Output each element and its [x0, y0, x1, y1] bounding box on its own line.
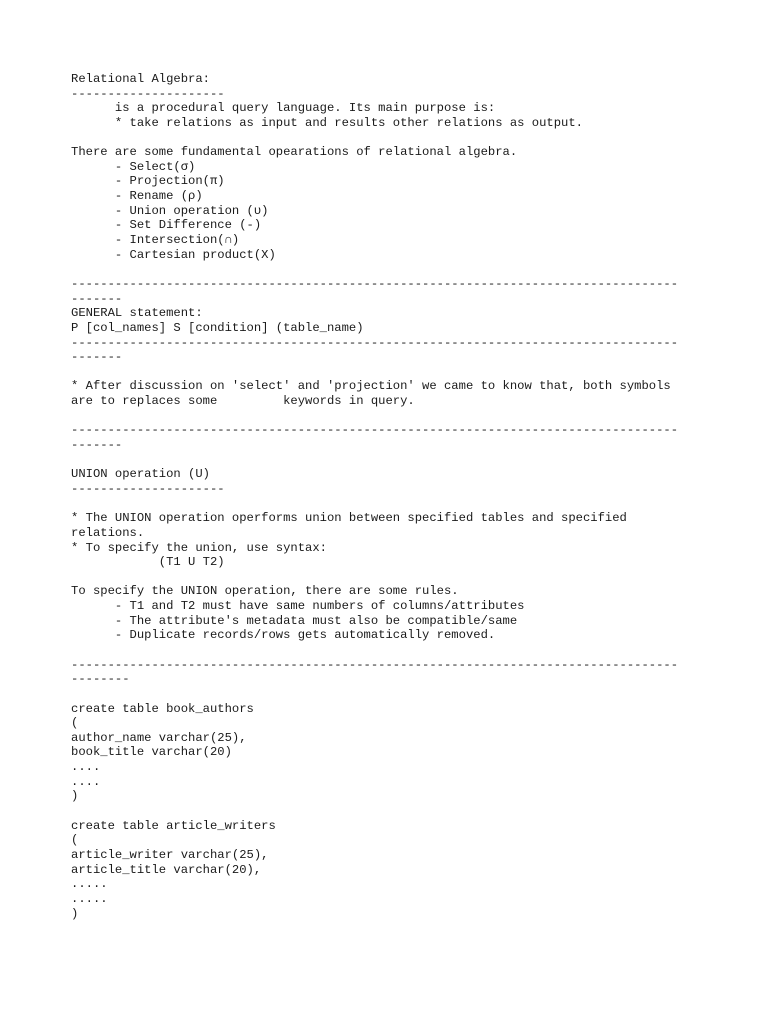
- text-line: * To specify the union, use syntax:: [71, 540, 327, 555]
- text-line: is a procedural query language. Its main purpose is:: [71, 101, 496, 116]
- text-line: ---------------------: [71, 86, 225, 101]
- text-line: [71, 497, 711, 512]
- text-line: - Select(σ): [71, 159, 196, 174]
- text-line: article_writer varchar(25),: [71, 847, 269, 862]
- text-line: .....: [71, 891, 108, 906]
- text-line: UNION operation (U): [71, 467, 210, 482]
- text-line: (: [71, 833, 79, 848]
- text-line: author_name varchar(25),: [71, 730, 247, 745]
- text-line: [71, 131, 711, 146]
- text-line: [71, 365, 711, 380]
- text-line: ....: [71, 774, 101, 789]
- text-line: * take relations as input and results other relations as output.: [71, 115, 583, 130]
- text-line: - Intersection(∩): [71, 233, 240, 248]
- text-line: create table book_authors: [71, 701, 254, 716]
- text-line: [71, 453, 711, 468]
- text-line: -------: [71, 350, 123, 365]
- document-text: [71, 72, 711, 921]
- text-line: [71, 687, 711, 702]
- text-line: Relational Algebra:: [71, 72, 210, 86]
- text-line: -----------------------------------------------------------------------------------: [71, 423, 679, 438]
- text-line: - Cartesian product(X): [71, 247, 276, 262]
- text-line: .....: [71, 877, 108, 892]
- text-line: - The attribute's metadata must also be compatible/same: [71, 613, 518, 628]
- text-line: -------: [71, 438, 123, 453]
- text-line: - Union operation (υ): [71, 203, 269, 218]
- text-line: - T1 and T2 must have same numbers of columns/attributes: [71, 599, 525, 614]
- text-line: - Rename (ρ): [71, 189, 203, 204]
- text-line: book_title varchar(20): [71, 745, 232, 760]
- text-line: There are some fundamental opearations of relational algebra.: [71, 145, 518, 160]
- text-line: -----------------------------------------------------------------------------------: [71, 657, 679, 672]
- text-line: ): [71, 906, 79, 921]
- text-line: - Set Difference (-): [71, 218, 262, 233]
- text-line: [71, 643, 711, 658]
- text-line: (: [71, 716, 79, 731]
- text-line: * The UNION operation operforms union between specified tables and specified: [71, 511, 627, 526]
- text-line: ....: [71, 760, 101, 775]
- text-line: -----------------------------------------------------------------------------------: [71, 276, 679, 291]
- text-line: - Projection(π): [71, 174, 225, 189]
- text-line: - Duplicate records/rows gets automatically removed.: [71, 628, 496, 643]
- text-line: [71, 570, 711, 585]
- text-line: article_title varchar(20),: [71, 862, 262, 877]
- text-line: (T1 U T2): [71, 555, 225, 570]
- text-line: ): [71, 789, 79, 804]
- text-line: P [col_names] S [condition] (table_name): [71, 320, 364, 335]
- text-line: GENERAL statement:: [71, 306, 203, 321]
- text-line: * After discussion on 'select' and 'projection' we came to know that, both symbols: [71, 379, 671, 394]
- text-line: [71, 409, 711, 424]
- text-line: are to replaces some keywords in query.: [71, 394, 415, 409]
- text-line: create table article_writers: [71, 818, 276, 833]
- text-line: To specify the UNION operation, there are some rules.: [71, 584, 459, 599]
- text-line: [71, 804, 711, 819]
- text-line: --------: [71, 672, 130, 687]
- text-line: ---------------------: [71, 481, 225, 496]
- text-line: [71, 262, 711, 277]
- text-line: relations.: [71, 525, 145, 540]
- text-line: -------: [71, 291, 123, 306]
- text-line: -----------------------------------------------------------------------------------: [71, 335, 679, 350]
